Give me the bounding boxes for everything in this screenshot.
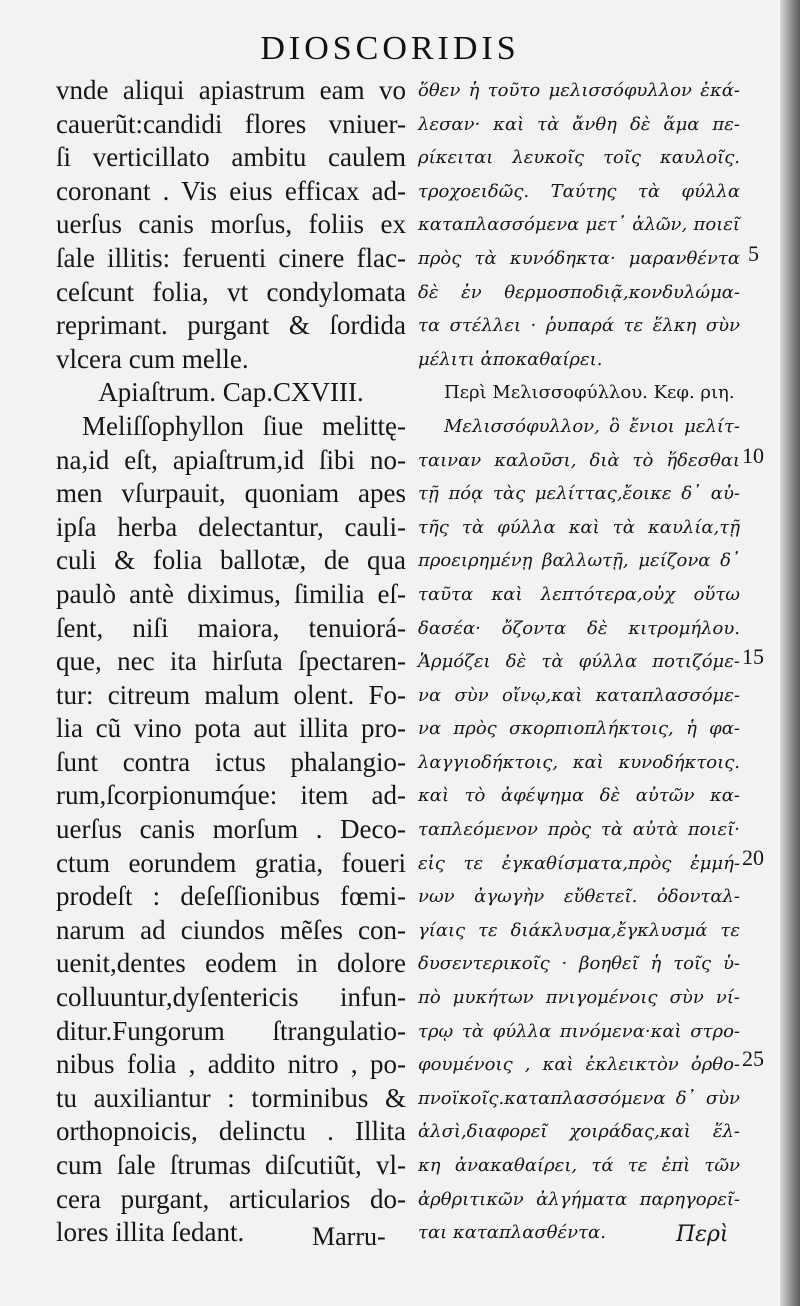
text-line: πρὸς τὰ κυνόδηκτα· μαρανθέντα [418,247,740,269]
text-line: tur: citreum malum olent. Fo- [56,679,406,710]
text-line: narum ad ciundos mẽſes con- [56,914,406,945]
text-line: uenit,dentes eodem in dolore [56,948,406,979]
line-number: 10 [742,443,764,468]
text-line: culi & folia ballotæ, de qua [56,545,406,576]
chapter-heading: Apiaſtrum. Cap.CXVIII. [98,377,364,408]
text-line: πὸ μυκήτων πνιγομένοις σὺν νί- [418,987,740,1009]
text-line: men vſurpauit, quoniam apes [56,478,406,509]
text-line: δασέα· ὄζοντα δὲ κιτρομήλου. [418,617,740,639]
text-line: lia cũ vino pota aut illita pro- [56,713,406,744]
text-line: que, nec ita hirſuta ſpectaren- [56,646,406,677]
catchword-latin: Marru- [312,1222,386,1251]
text-line: cauerũt:candidi flores vniuer- [56,108,406,139]
text-line: κη ἀνακαθαίρει, τά τε ἐπὶ τῶν [418,1155,740,1176]
line-number: 20 [742,845,764,870]
text-line: ſi verticillato ambitu caulem [56,142,406,173]
text-line: τῇ πόᾳ τὰς μελίττας,ἔοικε δ᾽ αὐ- [418,483,740,505]
catchword-greek: Περὶ [676,1222,729,1247]
text-line: να πρὸς σκορπιοπλήκτοις, ἡ φα- [418,718,740,740]
text-line: φουμένοις , καὶ ἐκλεικτὸν ὀρθο- [418,1054,740,1076]
text-line: nibus folia , addito nitro , po- [56,1049,406,1080]
text-line: λαγγιοδήκτοις, καὶ κυνοδήκτοις. [418,751,740,773]
text-line: ctum eorundem gratia, foueri [56,847,406,878]
text-line: ται καταπλασθέντα. [418,1222,606,1244]
text-line: να σὺν οἴνῳ,καὶ καταπλασσόμε- [418,684,740,706]
running-header: DIOSCORIDIS [260,30,520,67]
chapter-heading: Περὶ Μελισσοφύλλου. Κεφ. ριη. [444,382,735,404]
text-line: τα στέλλει · ῥυπαρά τε ἕλκη σὺν [418,315,740,337]
text-line: λεσαν· καὶ τὰ ἄνθη δὲ ἅμα πε- [418,113,740,135]
text-line: lores illita ſedant. [56,1217,245,1248]
line-number: 15 [742,644,764,669]
text-line: orthopnoicis, delinctu . Illita [56,1116,406,1147]
text-line: νων ἀγωγὴν εὔθετεῖ. ὀδονταλ- [418,886,740,908]
text-line: ὅθεν ἡ τοῦτο μελισσόφυλλον ἐκά- [418,80,740,101]
text-line: τῆς τὰ φύλλα καὶ τὰ καυλία,τῇ [418,516,740,538]
text-line: paulò antè diximus, ſimilia eſ- [56,578,406,609]
text-line: Meliſſophyllon ſiue melittę- [82,410,406,441]
text-line: cera purgant, articularios do- [56,1183,406,1214]
text-line: Μελισσόφυλλον, ὃ ἔνιοι μελίτ- [444,415,740,437]
text-line: τροχοειδῶς. Ταύτης τὰ φύλλα [418,180,740,202]
text-line: μέλιτι ἀποκαθαίρει. [418,348,603,370]
line-number: 5 [748,241,759,266]
text-line: ταιναν καλοῦσι, διὰ τὸ ἥδεσθαι [418,449,740,471]
text-line: καὶ τὸ ἀφέψημα δὲ αὐτῶν κα- [418,785,740,807]
text-line: uerſus canis morſus, foliis ex [56,209,406,240]
text-line: vlcera cum melle. [56,343,249,374]
text-line: ſale illitis: feruenti cinere flac- [56,242,406,273]
text-line: δὲ ἐν θερμοσποδιᾷ,κονδυλώμα- [418,281,740,303]
page-edge-shadow [780,0,800,1306]
text-line: ſent, niſi maiora, tenuiorá- [56,612,406,643]
text-line: na,id eſt, apiaſtrum,id ſibi no- [56,444,406,475]
text-line: colluuntur,dyſentericis infun- [56,982,406,1013]
text-line: ταῦτα καὶ λεπτότερα,οὐχ οὕτω [418,583,740,605]
text-line: εἰς τε ἐγκαθίσματα,πρὸς ἐμμή- [418,852,740,874]
text-line: ipſa herba delectantur, cauli- [56,511,406,542]
text-line: ρίκειται λευκοῖς τοῖς καυλοῖς. [418,147,740,169]
text-line: ἁλσὶ,διαφορεῖ χοιράδας,καὶ ἕλ- [418,1121,740,1143]
latin-column [56,74,406,1250]
text-line: coronant . Vis eius efficax ad- [56,175,406,206]
text-line: ἀρθριτικῶν ἀλγήματα παρηγορεῖ- [418,1188,740,1210]
text-line: uerſus canis morſum . Deco- [56,814,406,845]
text-line: cum ſale ſtrumas diſcutiũt, vl- [56,1150,406,1180]
text-line: tu auxiliantur : torminibus & [56,1082,406,1113]
line-number: 25 [742,1046,764,1071]
text-line: γίαις τε διάκλυσμα,ἔγκλυσμά τε [418,919,740,941]
text-line: prodeſt : deſeſſionibus fœmi- [56,881,406,912]
text-line: δυσεντερικοῖς · βοηθεῖ ἡ τοῖς ὑ- [418,953,740,975]
text-line: ταπλεόμενον πρὸς τὰ αὐτὰ ποιεῖ· [418,819,740,841]
text-line: rum,ſcorpionumq́ue: item ad- [56,780,406,811]
text-line: ditur.Fungorum ſtrangulatio- [56,1015,406,1046]
greek-column [418,74,740,1250]
text-line: τρῳ τὰ φύλλα πινόμενα·καὶ στρο- [418,1020,740,1042]
text-line: πνοϊκοῖς.καταπλασσόμενα δ᾽ σὺν [418,1087,740,1109]
text-line: vnde aliqui apiastrum eam vo [56,75,406,105]
text-line: reprimant. purgant & ſordida [56,310,406,341]
text-line: προειρημένῃ βαλλωτῇ, μείζονα δ᾽ [418,550,740,572]
text-line: ſunt contra ictus phalangio- [56,746,406,777]
text-line: Ἁρμόζει δὲ τὰ φύλλα ποτιζόμε- [418,651,740,673]
text-line: καταπλασσόμενα μετ᾽ ἁλῶν, ποιεῖ [418,214,740,236]
text-line: ceſcunt folia, vt condylomata [56,276,406,307]
